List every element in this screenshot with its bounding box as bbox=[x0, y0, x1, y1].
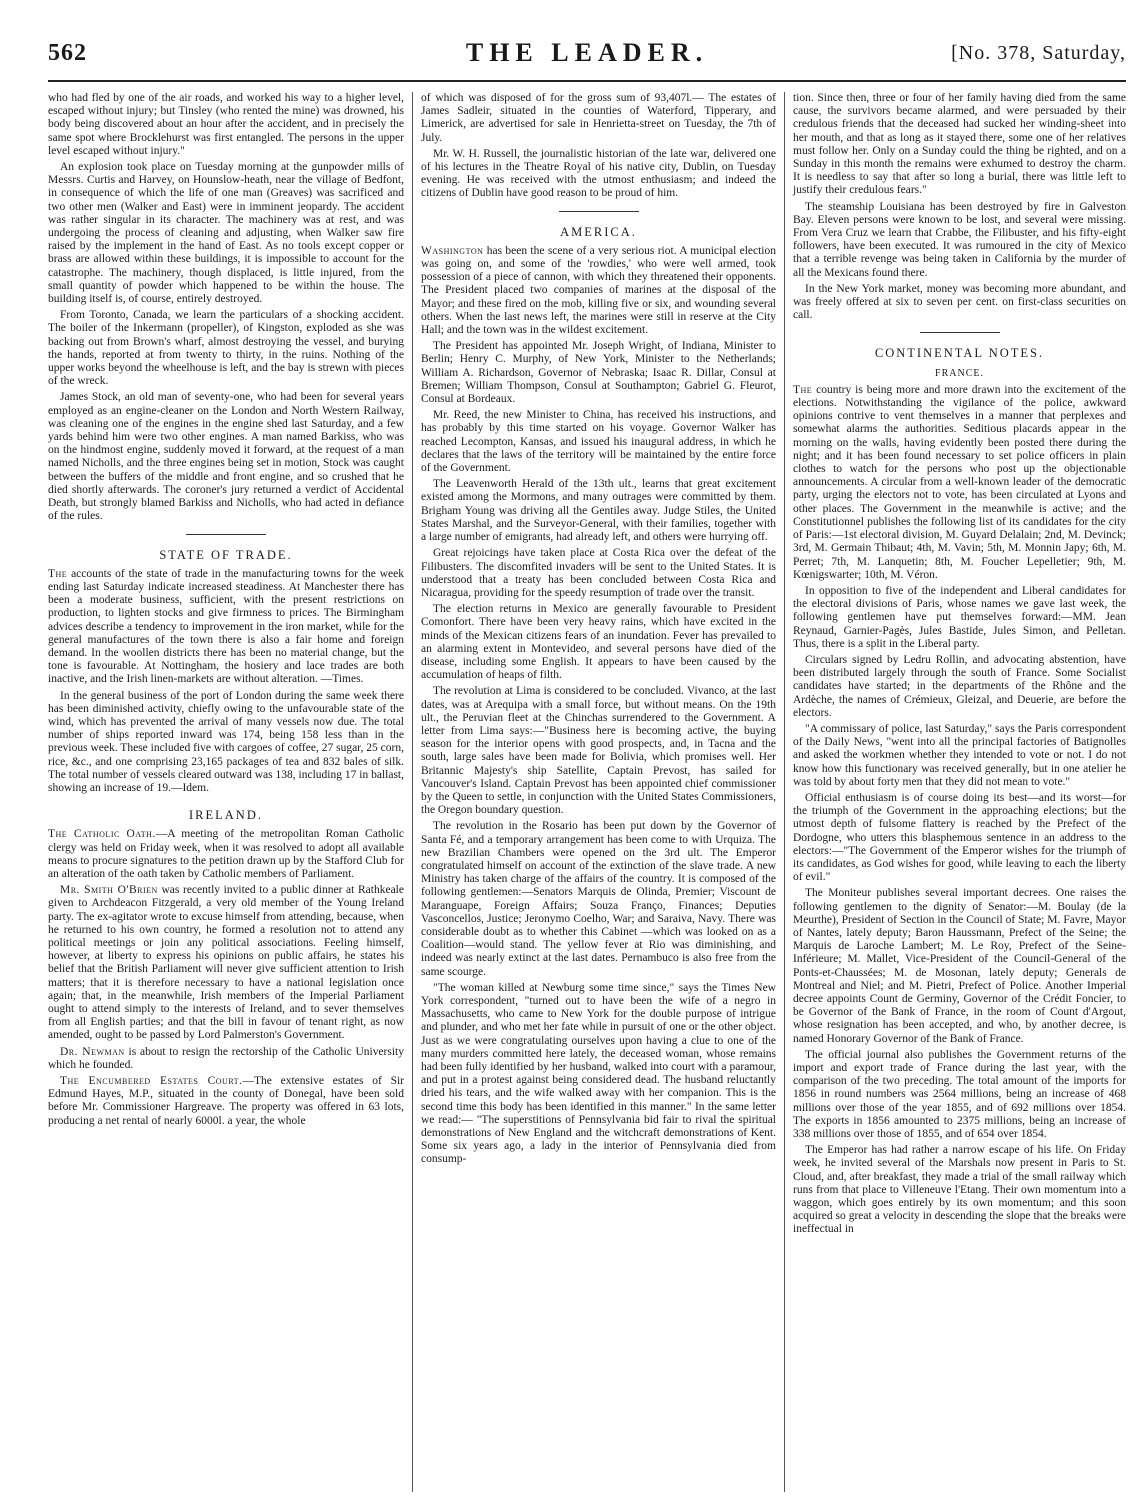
lead-in: Mr. Smith O'Brien bbox=[60, 884, 158, 897]
paragraph: The Leavenworth Herald of the 13th ult., learns that great excitement existed among the Mormons, and many outrages were committed by them. Brigham Young was driving all the Gentiles away. Judge Stiles, the United States Marshal, and the Surveyor-General, with their families, together with a large number of emigrants, had already left, and others were hurrying off. bbox=[421, 478, 776, 544]
paragraph-text: is about to resign the rectorship of the Catholic University which he founded. bbox=[48, 1045, 404, 1071]
paragraph-text: —A meeting of the metropolitan Roman Catholic clergy was held on Friday week, when it was resolved to adopt all available means to procure signatures to the petition drawn up by the Stafford Club for an alteration of the oath taken by Catholic members of Parliament. bbox=[48, 828, 404, 880]
paragraph bbox=[48, 884, 404, 1042]
paragraph bbox=[48, 568, 404, 687]
paragraph: Mr. Reed, the new Minister to China, has received his instructions, and has probably by this time started on his voyage. Governor Walker has reached Lecompton, Kansas, and issued his inaugural address, in which he declares that the laws of the territory will be maintained by the entire force of the Government. bbox=[421, 409, 776, 475]
paragraph: The election returns in Mexico are generally favourable to President Comonfort. There have been very heavy rains, which have excited in the minds of the Mexican citizens fears of an inundation. Fever has prevailed to an alarming extent in Montevideo, and several persons have died of the disease, including some English. It appears to have been caused by the accumulation of heaps of filth. bbox=[421, 603, 776, 682]
paper-title: THE LEADER. bbox=[465, 38, 709, 67]
paragraph-text: was recently invited to a public dinner at Rathkeale given to Archdeacon Fitzgerald, a very old member of the Young Ireland party. The ex-agitator wrote to excuse himself from attending, because, when he returned to his own country, he formed a resolution not to attend any political meetings or join any political associations. Feeling himself, however, at liberty to express his opinions on public affairs, he states his belief that the British Parliament will never give sufficient attention to Irish matters; that it is therefore necessary to have a national legislation once again; that, in the meanwhile, Irish members of the Imperial Parliament ought to attend simply to the interests of Ireland, and to sever themselves from all English parties; and that the bill in favour of tenant right, as now amended, ought to be passed by Lord Palmerston's Government. bbox=[48, 884, 404, 1042]
article-columns bbox=[48, 92, 1126, 1492]
column-2 bbox=[412, 92, 776, 1492]
paragraph bbox=[793, 384, 1126, 582]
issue-reference: [No. 378, Saturday, bbox=[951, 42, 1126, 64]
paragraph: The Moniteur publishes several important decrees. One raises the following gentlemen to the dignity of Senator:—M. Boulay (de la Meurthe), President of Section in the Council of State; M. Favre, Mayor of Nantes, lately deputy; Baron Haussmann, Prefect of the Seine; the Marquis de Laroche Lambert; M. Le Roy, Prefect of the Seine-Inférieure; M. Mallet, Vice-President of the Council-General of the Ponts-et-Chaussées; M. de Mosonan, lately deputy; Generals de Montreal and Niel; and M. Pietri, Prefect of Police. Another Imperial decree appoints Count de Germiny, Governor of the Crédit Foncier, to be Governor of the Bank of France, in the room of Count d'Argout, whose resignation has been accepted, and who, by another decree, is named Honorary Governor of the Bank of France. bbox=[793, 887, 1126, 1045]
paragraph: "A commissary of police, last Saturday," says the Paris correspondent of the Daily News, "went into all the principal factories of Batignolles and asked the workmen whether they intended to vote or not. I do not know how this functionary was received generally, but in one atelier he was told by about forty men that they did not mean to vote." bbox=[793, 722, 1126, 788]
paragraph: In the New York market, money was becoming more abundant, and was freely offered at six to seven per cent. on first-class securities on call. bbox=[793, 282, 1126, 322]
paragraph: The Emperor has had rather a narrow escape of his life. On Friday week, he invited several of the Marshals now present in Paris to St. Cloud, and, after breakfast, they made a trial of the small railway which runs from that place to Villeneuve l'Etang. Their own momentum into a waggon, which goes entirely by its own momentum; and this soon acquired so great a velocity in descending the slope that the breaks were ineffectual in bbox=[793, 1144, 1126, 1236]
section-divider bbox=[920, 332, 1000, 333]
paragraph: An explosion took place on Tuesday morning at the gunpowder mills of Messrs. Curtis and Harvey, on Hounslow-heath, near the village of Bedfont, in consequence of which the life of one man (Greaves) was sacrificed and two other men (Walker and East) were in imminent jeopardy. The accident was rather singular in its character. The machinery was at rest, and was undergoing the process of cleaning and adjusting, when Walker saw fire raised by the implement in the hand of East. As no tools except copper or brass are allowed within these buildings, it is impossible to account for the catastrophe. The machinery, though displaced, is little injured, from the small quantity of powder which happened to be within the house. The building itself is, of course, entirely destroyed. bbox=[48, 161, 404, 306]
paragraph: In the general business of the port of London during the same week there has been diminished activity, chiefly owing to the unfavourable state of the wind, which has prevented the arrival of many vessels now due. The total number of ships reported inward was 174, being 158 less than in the previous week. These included five with cargoes of coffee, 27 sugar, 25 corn, rice, &c., and one comprising 23,165 packages of tea and 832 bales of silk. The total number of vessels cleared outward was 138, including 17 in ballast, showing an increase of 19.—Idem. bbox=[48, 689, 404, 794]
paragraph: The steamship Louisiana has been destroyed by fire in Galveston Bay. Eleven persons were known to be lost, and several were missing. From Vera Cruz we learn that Crabbe, the Filibuster, and his fifty-eight followers, have been executed. It was rumoured in the city of Mexico that a terrible revenge was being taken in California by the murder of all the Mexicans found there. bbox=[793, 200, 1126, 279]
paragraph: tion. Since then, three or four of her family having died from the same cause, the survivors became alarmed, and were persuaded by their credulous friends that the deceased had sucked her winding-sheet into her mouth, and that as long as it stayed there, some one of her relatives must follow her. Only on a Sunday could the thing be righted, and on a Sunday in this month the remains were exhumed to destroy the charm. It is needless to say that after so long a burial, there was little left to justify their credulous fears." bbox=[793, 92, 1126, 197]
paragraph bbox=[48, 828, 404, 881]
section-heading-continental: CONTINENTAL NOTES. bbox=[874, 346, 1045, 361]
section-heading-ireland: IRELAND. bbox=[189, 808, 263, 823]
lead-in: The Catholic Oath. bbox=[48, 828, 156, 841]
paragraph-text: country is being more and more drawn into the excitement of the elections. Notwithstanding the vigilance of the police, awkward opinions contrive to vent themselves in a manner that perplexes and somewhat alarms the authorities. Seditious placards appear in the morning on the walls, having evidently been posted there during the night; and it has been found necessary to set police officers in plain clothes to watch for the persons who post up the objectionable announcements. A circular from a well-known leader of the democratic party, urging the electors not to vote, has been circulated at Lyons and other places. The Government in the meanwhile is active; and the Constitutionnel publishes the following list of its candidates for the city of Paris:—1st electoral division, M. Guyard Delalain; 2nd, M. Devinck; 3rd, M. Germain Thibaut; 4th, M. Vavin; 5th, M. Monnin Japy; 6th, M. Perret; 7th, M. Lanquetin; 8th, M. Foucher Lepelletier; 9th, M. Kœnigswarter; 10th, M. Véron. bbox=[793, 383, 1126, 581]
paragraph: From Toronto, Canada, we learn the particulars of a shocking accident. The boiler of the Inkermann (propeller), of Kingston, exploded as she was backing out from Brown's wharf, almost destroying the vessel, and burying the hands, reported at from twenty to thirty, in the ruins. Nothing of the upper works beyond the wheelhouse is left, and the bay is strewn with pieces of the wreck. bbox=[48, 309, 404, 388]
paragraph: who had fled by one of the air roads, and worked his way to a higher level, escaped without injury; but Tinsley (who rented the mine) was drowned, his body being discovered about an hour after the accident, and in precisely the same spot where Brocklehurst was first entangled. The persons in the upper level escaped without injury." bbox=[48, 92, 404, 157]
lead-in: The bbox=[793, 383, 813, 396]
section-divider bbox=[186, 534, 266, 535]
subheading-france: FRANCE. bbox=[935, 367, 984, 379]
lead-in: Washington bbox=[421, 244, 484, 257]
paragraph: In opposition to five of the independent and Liberal candidates for the electoral divisions of Paris, whose names we gave last week, the following gentlemen have put themselves forward:—MM. Jean Reynaud, Garnier-Pagès, Jules Bastide, Jules Simon, and Pelletan. Thus, there is a split in the Liberal party. bbox=[793, 584, 1126, 650]
column-3 bbox=[784, 92, 1126, 1492]
section-divider bbox=[559, 211, 639, 212]
masthead bbox=[48, 34, 1126, 82]
paragraph: Great rejoicings have taken place at Costa Rica over the defeat of the Filibusters. The discomfited invaders will be sent to the United States. It is understood that a treaty has been concluded between Costa Rica and Nicaragua, providing for the speedy resumption of trade over the transit. bbox=[421, 547, 776, 599]
paragraph-text: has been the scene of a very serious riot. A municipal election was going on, and some of the 'rowdies,' who were well armed, took possession of a piece of cannon, with which they threatened their opponents. The President placed two companies of marines at the disposal of the Mayor; and these fired on the mob, killing five or six, and wounding several others. When the last news left, the marines were still in reserve at the City Hall; and the town was in the wildest excitement. bbox=[421, 244, 776, 337]
paragraph: James Stock, an old man of seventy-one, who had been for several years employed as an engine-cleaner on the London and North Western Railway, was cleaning one of the engines in the engine shed last Saturday, and a few yards behind him were two other engines. A man named Barkiss, who was on the hindmost engine, suddenly moved it forward, at the request of a man named Nicholls, and the three engines being set in motion, Stock was caught between the buffers of the middle and front engine, and so crushed that he died shortly afterwards. The coroner's jury returned a verdict of Accidental Death, but strongly blamed Barkiss and Nicholls, who had acted in defiance of the rules. bbox=[48, 391, 404, 523]
paragraph-text: accounts of the state of trade in the manufacturing towns for the week ending last Saturday indicate increased steadiness. At Manchester there has been a moderate business, sufficient, with the present restrictions on production, to lighten stocks and give firmness to prices. The Birmingham advices describe a tendency to improvement in the iron market, while for the general manufactures of the town there is also a fair home and foreign demand. In the woollen districts there has been no material change, but the tone is favourable. At Nottingham, the hosiery and lace trades are both inactive, and the Irish linen-markets are without alteration. —Times. bbox=[48, 567, 404, 686]
section-heading-america: AMERICA. bbox=[560, 224, 637, 239]
column-1 bbox=[48, 92, 404, 1492]
paragraph: The official journal also publishes the Government returns of the import and export trade of France during the last year, with the comparison of the two preceding. The total amount of the imports for 1856 in round numbers was 2564 millions, being an increase of 468 millions over those of the year 1855, and of 692 millions over 1854. The exports in 1856 amounted to 2375 millions, being an increase of 338 millions over those of 1855, and of 654 over 1854. bbox=[793, 1048, 1126, 1141]
section-heading-trade: STATE OF TRADE. bbox=[159, 547, 293, 562]
paragraph: of which was disposed of for the gross sum of 93,407l.— The estates of James Sadleir, situated in the counties of Waterford, Tipperary, and Limerick, are advertised for sale in Henrietta-street on Tuesday, the 7th of July. bbox=[421, 92, 776, 144]
paragraph bbox=[421, 245, 776, 337]
lead-in: The bbox=[48, 567, 68, 580]
paragraph-text: —The extensive estates of Sir Edmund Hayes, M.P., situated in the county of Donegal, have been sold before Mr. Commissioner Hargreave. The property was offered in 63 lots, producing a net rental of nearly 6000l. a year, the whole bbox=[48, 1075, 404, 1127]
paragraph: Circulars signed by Ledru Rollin, and advocating abstention, have been distributed largely through the south of France. Some Socialist candidates have started; in the departments of the Rhône and the Ardèche, the names of Crémieux, Gleizal, and Deuerie, are before the electors. bbox=[793, 653, 1126, 719]
paragraph: The revolution at Lima is considered to be concluded. Vivanco, at the last dates, was at Arequipa with a small force, but without means. On the 19th ult., the Peruvian fleet at the Chinchas surrendered to the Government. A letter from Lima says:—"Business here is becoming active, the buying season for the interior opens with good prospects, and, in Tacna and the south, large sales have been made for Bolivia, which promises well. Her Britannic Majesty's ship Satellite, Captain Prevost, has sailed for Vancouver's Island. Captain Prevost has been appointed chief commissioner by the Queen to settle, in conjunction with the United States Commissioners, the Oregon boundary question. bbox=[421, 685, 776, 817]
paragraph: "The woman killed at Newburg some time since," says the Times New York correspondent, "turned out to have been the wife of a negro in Massachusetts, who came to New York for the double purpose of intrigue and plunder, and who met her fate while in pursuit of one or the other object. Just as we were congratulating ourselves upon having a clue to one of the many murders committed here lately, the deceased woman, whose remains had been fully identified by her husband, walked into court with a paramour, and put in a protest against being considered dead. The husband reluctantly dried his tears, and the wife walked away with her companion. This is the second time this body has been identified in this manner." In the same letter we read:— "The superstitions of Pennsylvania bid fair to rival the spiritual demonstrations of New England and the witchcraft demonstrations of Kent. Some six years ago, a lady in the interior of Pennsylvania died from consump- bbox=[421, 981, 776, 1166]
paragraph bbox=[48, 1075, 404, 1128]
paragraph: The President has appointed Mr. Joseph Wright, of Indiana, Minister to Berlin; Henry C. Murphy, of New York, Minister to the Netherlands; William A. Richardson, Governor of Nebraska; Isaac R. Dillar, Consul at Bremen; William Thompson, Consul at Southampton; Gabriel G. Fleurot, Consul at Bordeaux. bbox=[421, 340, 776, 406]
paragraph bbox=[48, 1046, 404, 1072]
paragraph: Official enthusiasm is of course doing its best—and its worst—for the triumph of the Government in the approaching elections; but the utmost depth of fulsome flattery is reached by the Prefect of the Dordogne, who utters this blasphemous sentence in an address to the electors:—"The Government of the Emperor wishes for the triumph of its candidates, as God wishes for good, while leaving to each the liberty of evil." bbox=[793, 791, 1126, 884]
paragraph: Mr. W. H. Russell, the journalistic historian of the late war, delivered one of his lectures in the Theatre Royal of his native city, Dublin, on Tuesday evening. He was received with the utmost enthusiasm; and indeed the citizens of Dublin have good reason to be proud of him. bbox=[421, 147, 776, 200]
page-number: 562 bbox=[48, 40, 87, 66]
lead-in: The Encumbered Estates Court. bbox=[60, 1075, 243, 1088]
paragraph: The revolution in the Rosario has been put down by the Governor of Santa Fé, and a temporary arrangement has been come to with Urquiza. The new Brazilian Chambers were opened on the 3rd ult. The Emperor congratulated himself on account of the extinction of the slave trade. A new Ministry has taken charge of the affairs of the country. It is composed of the following gentlemen:—Senators Marquis de Olinda, Premier; Viscount de Maranguape, Foreign Affairs; Souza Franço, Finances; Deputies Vasconcellos, Justice; Jeronymo Coelho, War; and Saraiva, Navy. There was considerable doubt as to whether this Cabinet —which was looked on as a Coalition—would stand. The yellow fever at Rio was diminishing, and indeed was nearly extinct at the last dates. Pernambuco is also free from the same scourge. bbox=[421, 820, 776, 978]
lead-in: Dr. Newman bbox=[60, 1045, 125, 1058]
